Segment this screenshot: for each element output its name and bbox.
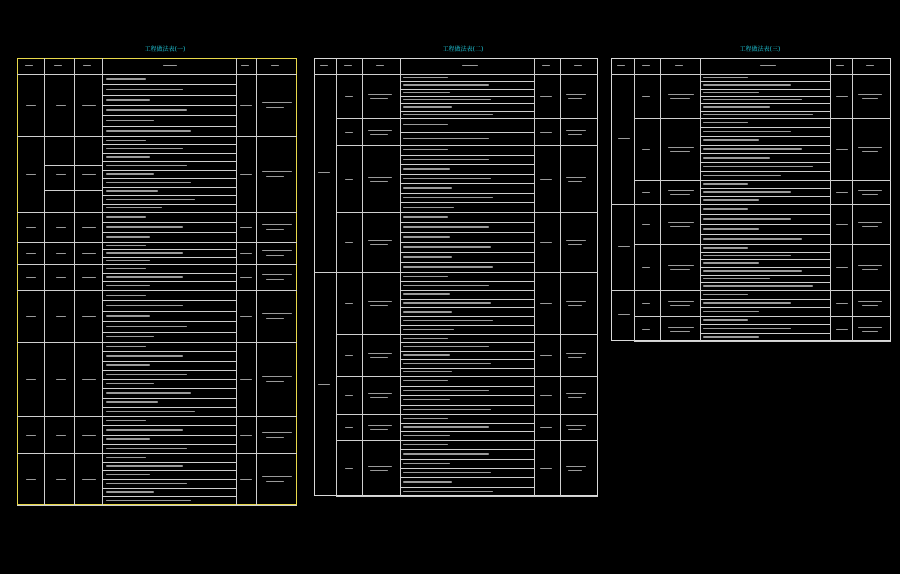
row-rule	[634, 316, 891, 317]
row-rule	[400, 299, 534, 300]
row-rule	[102, 470, 236, 471]
illegible-text	[703, 328, 791, 329]
row-rule	[336, 414, 598, 415]
illegible-text	[703, 238, 802, 239]
row-rule	[400, 202, 534, 203]
row-rule	[700, 81, 830, 82]
illegible-text	[703, 106, 770, 107]
column-rule	[336, 58, 337, 496]
illegible-text	[403, 236, 450, 237]
illegible-text	[106, 411, 195, 412]
row-rule	[17, 290, 297, 291]
illegible-text	[106, 429, 183, 430]
row-rule	[17, 212, 297, 213]
row-rule	[102, 170, 236, 171]
illegible-text	[403, 302, 491, 303]
row-rule	[700, 171, 830, 172]
row-rule	[634, 118, 891, 119]
illegible-text	[566, 130, 586, 131]
row-rule	[700, 333, 830, 334]
illegible-text	[403, 463, 450, 464]
illegible-text	[403, 114, 493, 115]
illegible-text	[703, 92, 759, 93]
row-rule	[700, 214, 830, 215]
illegible-text	[703, 294, 748, 295]
illegible-text	[403, 418, 448, 419]
illegible-text	[403, 354, 450, 355]
illegible-text	[403, 266, 493, 267]
row-rule	[700, 224, 830, 225]
row-rule	[44, 165, 102, 166]
row-rule	[102, 161, 236, 162]
illegible-text	[568, 134, 582, 135]
row-rule	[102, 222, 236, 223]
illegible-text	[240, 435, 252, 436]
illegible-text	[106, 483, 187, 484]
illegible-text	[106, 374, 187, 375]
illegible-text	[106, 226, 183, 227]
row-rule	[700, 145, 830, 146]
row-rule	[700, 188, 830, 189]
row-rule	[400, 368, 534, 369]
row-rule	[400, 342, 534, 343]
row-rule	[400, 405, 534, 406]
illegible-text	[106, 78, 146, 79]
row-rule	[400, 351, 534, 352]
row-rule	[400, 132, 534, 133]
row-rule	[17, 242, 297, 243]
illegible-text	[403, 311, 452, 312]
illegible-text	[703, 114, 813, 115]
row-rule	[102, 204, 236, 205]
row-rule	[700, 153, 830, 154]
illegible-text	[403, 84, 489, 85]
illegible-text	[106, 401, 158, 402]
illegible-text	[26, 435, 36, 436]
row-rule	[634, 341, 891, 342]
row-rule	[314, 74, 598, 75]
column-rule	[534, 58, 535, 496]
row-rule	[336, 145, 598, 146]
row-rule	[700, 196, 830, 197]
illegible-text	[345, 179, 353, 180]
row-rule	[400, 431, 534, 432]
row-rule	[102, 407, 236, 408]
row-rule	[336, 440, 598, 441]
row-rule	[400, 103, 534, 104]
illegible-text	[106, 190, 158, 191]
column-rule	[852, 58, 853, 341]
row-rule	[102, 153, 236, 154]
row-rule	[700, 307, 830, 308]
illegible-text	[106, 448, 187, 449]
row-rule	[400, 487, 534, 488]
illegible-text	[568, 181, 582, 182]
row-rule	[400, 193, 534, 194]
illegible-text	[106, 364, 150, 365]
row-rule	[102, 488, 236, 489]
row-rule	[700, 136, 830, 137]
row-rule	[102, 178, 236, 179]
illegible-text	[703, 199, 759, 200]
illegible-text	[106, 355, 183, 356]
column-rule	[236, 58, 237, 505]
illegible-text	[703, 208, 748, 209]
illegible-text	[106, 236, 150, 237]
illegible-text	[403, 178, 491, 179]
row-rule	[102, 321, 236, 322]
illegible-text	[403, 138, 489, 139]
row-rule	[400, 81, 534, 82]
row-rule	[102, 435, 236, 436]
illegible-text	[56, 435, 66, 436]
row-rule	[400, 281, 534, 282]
illegible-text	[106, 156, 150, 157]
row-rule	[700, 103, 830, 104]
row-rule	[102, 425, 236, 426]
illegible-text	[106, 199, 195, 200]
column-rule	[256, 58, 257, 505]
illegible-text	[703, 336, 759, 337]
row-rule	[17, 74, 297, 75]
row-rule	[17, 136, 297, 137]
row-rule	[17, 342, 297, 343]
row-rule	[700, 324, 830, 325]
illegible-text	[403, 426, 489, 427]
illegible-text	[836, 329, 848, 330]
row-rule	[102, 144, 236, 145]
illegible-text	[858, 327, 882, 328]
row-rule	[634, 180, 891, 181]
row-rule	[102, 332, 236, 333]
illegible-text	[540, 179, 552, 180]
row-rule	[400, 468, 534, 469]
sheet-3-title: 工程做法表(三)	[739, 46, 781, 53]
row-rule	[102, 370, 236, 371]
row-rule	[17, 264, 297, 265]
row-rule	[700, 275, 830, 276]
illegible-text	[106, 99, 150, 100]
illegible-text	[403, 409, 491, 410]
illegible-text	[403, 338, 448, 339]
illegible-text	[106, 216, 146, 217]
illegible-text	[403, 106, 452, 107]
row-rule	[400, 232, 534, 233]
illegible-text	[106, 120, 154, 121]
illegible-text	[703, 131, 791, 132]
column-rule	[74, 58, 75, 505]
row-rule	[634, 244, 891, 245]
row-rule	[336, 272, 598, 273]
sheet-2-title: 工程做法表(二)	[442, 46, 484, 53]
row-rule	[102, 126, 236, 127]
row-rule	[400, 477, 534, 478]
row-rule	[400, 89, 534, 90]
illegible-text	[106, 465, 183, 466]
row-rule	[400, 183, 534, 184]
illegible-text	[403, 92, 450, 93]
illegible-text	[566, 177, 586, 178]
illegible-text	[703, 319, 748, 320]
illegible-text	[106, 295, 146, 296]
sheet-1-title: 工程做法表(一)	[144, 46, 186, 53]
row-rule	[102, 195, 236, 196]
row-rule	[400, 222, 534, 223]
row-rule	[102, 462, 236, 463]
row-rule	[400, 359, 534, 360]
row-rule	[336, 212, 598, 213]
column-rule	[830, 58, 831, 341]
illegible-text	[403, 453, 489, 454]
row-rule	[102, 95, 236, 96]
illegible-text	[403, 285, 489, 286]
row-rule	[634, 204, 891, 205]
illegible-text	[703, 302, 791, 303]
illegible-text	[703, 191, 791, 192]
row-rule	[700, 299, 830, 300]
row-rule	[700, 111, 830, 112]
illegible-text	[703, 84, 791, 85]
row-rule	[400, 242, 534, 243]
illegible-text	[703, 183, 748, 184]
illegible-text	[403, 226, 489, 227]
row-rule	[102, 273, 236, 274]
row-rule	[400, 96, 534, 97]
illegible-text	[403, 276, 448, 277]
illegible-text	[703, 262, 759, 263]
row-rule	[400, 174, 534, 175]
illegible-text	[106, 392, 191, 393]
illegible-text	[403, 159, 489, 160]
illegible-text	[370, 181, 388, 182]
illegible-text	[703, 247, 748, 248]
row-rule	[336, 118, 598, 119]
illegible-text	[370, 134, 388, 135]
illegible-text	[106, 326, 187, 327]
row-rule	[102, 444, 236, 445]
illegible-text	[703, 255, 791, 256]
column-rule	[400, 58, 401, 496]
row-rule	[102, 232, 236, 233]
illegible-text	[106, 457, 146, 458]
illegible-text	[668, 327, 694, 328]
row-rule	[400, 111, 534, 112]
row-rule	[102, 187, 236, 188]
row-rule	[400, 316, 534, 317]
illegible-text	[703, 270, 802, 271]
illegible-text	[403, 390, 489, 391]
row-rule	[102, 361, 236, 362]
row-rule	[102, 84, 236, 85]
illegible-text	[540, 132, 552, 133]
illegible-text	[403, 293, 450, 294]
row-rule	[700, 162, 830, 163]
row-rule	[611, 74, 891, 75]
illegible-text	[106, 268, 146, 269]
row-rule	[700, 127, 830, 128]
illegible-text	[368, 177, 392, 178]
illegible-text	[106, 173, 154, 174]
column-rule	[634, 58, 635, 341]
row-rule	[102, 379, 236, 380]
row-rule	[102, 388, 236, 389]
row-rule	[700, 267, 830, 268]
illegible-text	[106, 140, 146, 141]
row-rule	[400, 164, 534, 165]
row-rule	[102, 115, 236, 116]
illegible-text	[703, 157, 770, 158]
row-rule	[400, 307, 534, 308]
row-rule	[700, 234, 830, 235]
illegible-text	[403, 256, 452, 257]
row-rule	[17, 453, 297, 454]
row-rule	[400, 395, 534, 396]
row-rule	[400, 290, 534, 291]
illegible-text	[262, 432, 292, 433]
row-rule	[102, 300, 236, 301]
row-rule	[102, 479, 236, 480]
illegible-text	[106, 252, 183, 253]
column-rule	[560, 58, 561, 496]
illegible-text	[862, 331, 878, 332]
illegible-text	[703, 218, 791, 219]
illegible-text	[403, 216, 448, 217]
row-rule	[102, 311, 236, 312]
row-rule	[400, 325, 534, 326]
illegible-text	[703, 139, 759, 140]
illegible-text	[106, 438, 150, 439]
row-rule	[400, 386, 534, 387]
row-rule	[700, 89, 830, 90]
row-rule	[700, 282, 830, 283]
row-rule	[336, 334, 598, 335]
row-rule	[400, 449, 534, 450]
illegible-text	[345, 132, 353, 133]
row-rule	[400, 423, 534, 424]
illegible-text	[266, 437, 284, 438]
row-rule	[400, 459, 534, 460]
row-rule	[634, 290, 891, 291]
row-rule	[102, 281, 236, 282]
illegible-text	[106, 182, 191, 183]
row-rule	[102, 257, 236, 258]
illegible-text	[106, 491, 154, 492]
illegible-text	[642, 329, 650, 330]
row-rule	[314, 272, 336, 273]
illegible-text	[703, 122, 748, 123]
illegible-text	[403, 491, 493, 492]
row-rule	[336, 496, 598, 497]
row-rule	[611, 290, 634, 291]
row-rule	[102, 249, 236, 250]
sheet-2-table	[314, 58, 598, 496]
row-rule	[17, 416, 297, 417]
row-rule	[102, 351, 236, 352]
row-rule	[102, 496, 236, 497]
column-rule	[660, 58, 661, 341]
illegible-text	[703, 148, 802, 149]
illegible-text	[670, 331, 690, 332]
illegible-text	[106, 130, 191, 131]
illegible-text	[368, 130, 392, 131]
row-rule	[400, 252, 534, 253]
row-rule	[400, 262, 534, 263]
column-rule	[362, 58, 363, 496]
illegible-text	[106, 89, 183, 90]
row-rule	[700, 259, 830, 260]
illegible-text	[106, 260, 150, 261]
illegible-text	[403, 168, 450, 169]
illegible-text	[403, 363, 491, 364]
row-rule	[17, 505, 297, 506]
row-rule	[400, 155, 534, 156]
row-rule	[700, 252, 830, 253]
illegible-text	[403, 207, 454, 208]
illegible-text	[703, 285, 813, 286]
illegible-text	[703, 278, 770, 279]
illegible-text	[403, 246, 491, 247]
row-rule	[611, 204, 634, 205]
row-rule	[102, 105, 236, 106]
illegible-text	[106, 276, 183, 277]
row-rule	[44, 190, 102, 191]
illegible-text	[703, 228, 759, 229]
illegible-text	[403, 481, 452, 482]
illegible-text	[106, 315, 150, 316]
illegible-text	[82, 435, 96, 436]
illegible-text	[403, 187, 452, 188]
row-rule	[102, 398, 236, 399]
illegible-text	[106, 109, 187, 110]
row-rule	[336, 376, 598, 377]
row-rule	[700, 96, 830, 97]
column-rule	[44, 58, 45, 505]
